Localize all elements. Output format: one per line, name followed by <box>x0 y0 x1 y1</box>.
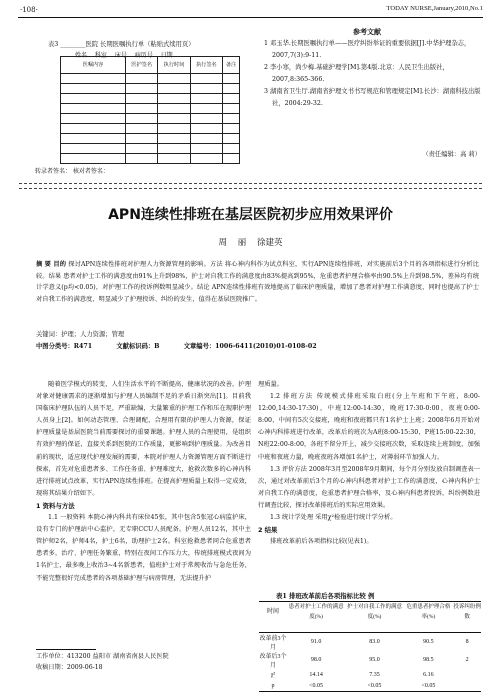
section-heading: 2 结果 <box>258 526 278 535</box>
footnote <box>36 651 169 673</box>
table1-row <box>259 651 481 669</box>
table1-cell: 98.0 <box>310 657 322 663</box>
body-paragraph: 随着医学模式的转变，人们生活水平的不断提高，健康状况的改善，护理对象对健康需求的逐渐增加与护理人员编制不足的矛盾日渐突出[1]。目前我国临床护理队伍的人员不足，严重缺编，大量繁重的护理工作和压在现职护理人员身上[2]。如何动态管理、合理调配，合理用有限的护理人力资源，保证护理质量是基层医院当前需要探讨的重要课题。护理人员的合理使用，是组织有效护理的保证，直接关系到医院的工作质量，更影响到护理质量。为改善目前的现状，适应现代护理发展的需要，本院对护理人力资源管理方面不断进行探索，首先对危重患者多、工作任务重、护理难度大，抢救次数多的心神内科进行排班试点改革，实行APN连续性排班。在提高护理质量上取得一定成效，现将其结果介绍如下。 <box>36 381 251 497</box>
keywords: 关键词：护理；人力资源；管理 <box>36 331 125 338</box>
table1-row <box>259 680 481 692</box>
responsible-editor: （责任编辑：高 莉） <box>422 151 481 158</box>
table3-row <box>61 114 240 124</box>
body-paragraph: 1.3 统计学处理 采用χ²检验进行统计学分析。 <box>270 514 397 522</box>
table1-row <box>259 633 481 652</box>
section-divider <box>19 183 482 189</box>
table1-cell: p <box>259 680 287 692</box>
references-title: 参考文献 <box>353 27 381 36</box>
table1-cell <box>453 680 481 692</box>
body-left-column <box>36 379 251 585</box>
table1-cell: 改革后3个月 <box>259 654 287 669</box>
table1 <box>259 601 481 692</box>
reference-item: 3 湖南省卫生厅.湖南省护理文书书写规范和管理规定[M].长沙：湖南科技出版社，2004:29-32. <box>264 88 481 107</box>
body-paragraph: 理质量。 <box>258 381 283 388</box>
body-paragraph: 1.1 一般资料 本院心神内科共有床位45张，其中包含5张冠心病监护床，设有专门的护理站中心监护，无专职CCU人员配备。护理人员12名，其中主管护师2名，护师4名，护士6名，助理护士2名。科室抢救患者同合危重患者患者多，治疗、护理任务繁重，特别在夜间工作压力大，传统排班模式夜间为1名护士，最多晚上收治3~4名新患者，值班护士对于常规收治与急危任务，不能完整很好完成患者的各项基础护理与病房管理，无法提升护 <box>36 514 251 582</box>
abstract-label: 摘 要 目的 <box>36 261 67 268</box>
received-date: 收稿日期：2009-06-18 <box>36 664 103 671</box>
body-paragraph: 1.3 评价方法 2008年3月至2008年9月期间，每个月分别发放自制调查表一次，通过对改革前后3个月的心神内科患者对护士工作的满意度，心神内科护士对自我工作的满意度，危重患者护理合格率，及心神内科患者投诉，纠纷例数进行调查比较，探讨改革排班后的实际应用效果。 <box>258 465 480 509</box>
author-affiliation: 工作单位：413200 益阳市 湖南省南县人民医院 <box>36 653 169 660</box>
table1-cell: <0.05 <box>345 680 403 692</box>
table3-row <box>61 74 240 84</box>
table1-header: 护士对自我工作的满意度(%) <box>345 602 403 623</box>
table3-col-doctor: 医护签名 <box>126 57 158 74</box>
clc-number: 中图分类号：R471 <box>36 343 93 350</box>
table1-header: 患者对护士工作的满意度(%) <box>287 602 345 623</box>
table3-row <box>61 104 240 114</box>
table3-footer: 转录者签名： 核对者签名： <box>35 168 109 175</box>
table3-row <box>61 124 240 134</box>
table3 <box>60 56 240 164</box>
table3-title: 表3 ________医院 长期医嘱执行单（粘贴式续用页） <box>48 41 195 48</box>
table1-cell: 95.0 <box>369 657 380 663</box>
table1-cell: 8 <box>465 639 469 645</box>
table1-cell: 7.35 <box>369 671 380 678</box>
body-right-column <box>258 379 480 548</box>
table1-cell: 83.0 <box>369 639 380 645</box>
body-paragraph: 1.2 排班方法 传统模式排班采取白班(分上午班和下午班，8:00-12:00,14:30-17:30)，中班12:00-14:30，晚班17:30-0:00，夜班0:00-8:00，中间有5次交接班，晚班和夜班都只有1名护士上班；2008年6月开始对心神内科排班进行改革，改革后的班次为A班8:00-15:30，P班15:00-22:30，N班22:00-8:00，各班不留分开上，减少交接班次数，采取连续上班制度，加强中班和夜班力量，晚班夜班各增加1名护士，对薄弱环节加强人力。 <box>258 393 480 461</box>
classification-line <box>36 341 339 350</box>
table3-row <box>61 134 240 144</box>
section-heading: 1 资料与方法 <box>36 501 75 510</box>
table1-header: 时间 <box>259 602 287 623</box>
table1-cell: 6.16 <box>423 671 434 678</box>
table1-header: 危重患者护理合格率(%) <box>404 602 453 623</box>
references-list <box>262 38 486 110</box>
table3-row <box>61 144 240 154</box>
abstract-text: 探讨APN连续性排班对护理人力资源管理的影响。方法 将心神内科作为试点科室，实行APN连续性排班，对实施前后3个月的各项指标进行分析比较。结果 患者对护士工作的满意度由91%上升到98%，护士对自我工作的满意度由83%提高到95%，危重患者护理合格率由90.5%上升到98.5%，差异均有统计学意义(p均<0.05)，对护理工作的投诉例数明显减少。结论 APN连续性排班有效地提高了临床护理质量，增加了患者对护理工作满意度，同时也提高了护士对自我工作的满意度，明显减少了护理投诉、纠纷的发生，值得在基层医院推广。 <box>36 261 479 303</box>
table1-header: 投诉纠纷例数 <box>453 602 481 623</box>
table1-cell: χ² <box>270 671 276 678</box>
article-number: 文章编号：1006-6411(2010)01-0108-02 <box>183 343 317 350</box>
table3-col-content: 医嘱内容 <box>61 57 126 74</box>
table1-cell: 90.5 <box>423 639 434 645</box>
table3-row <box>61 154 240 164</box>
abstract <box>36 259 479 305</box>
reference-item: 2 李小寒，尚少梅.基础护理学[M].第4版.北京：人民卫生出版社，2007,8:365-366. <box>264 64 449 83</box>
table1-cell: 2 <box>465 657 469 663</box>
table1-cell: 91.0 <box>310 639 322 645</box>
table3-col-time: 执行时间 <box>158 57 190 74</box>
body-paragraph: 排班改革前后各项指标比较(见表1)。 <box>270 538 373 546</box>
table1-cell <box>453 669 481 680</box>
table3-col-sign: 执行签名 <box>190 57 222 74</box>
table3-row <box>61 84 240 94</box>
table1-row <box>259 669 481 680</box>
journal-header: TODAY NURSE,January,2010,No.1 <box>386 5 483 12</box>
header-rule <box>18 17 483 18</box>
table3-row <box>61 94 240 104</box>
table1-title: 表1 排班改革前后各项指标比较 例 <box>276 592 375 600</box>
table3-subheader: 姓名 科室 床号 病历号 日期 <box>75 52 173 59</box>
table1-cell: <0.05 <box>404 680 453 692</box>
page-number: ·108· <box>20 6 38 14</box>
table1-cell: 14.14 <box>309 671 323 678</box>
table1-cell: <0.05 <box>287 680 345 692</box>
footnote-rule <box>36 649 96 650</box>
table1-cell: 98.5 <box>423 657 434 663</box>
article-title: APN连续性排班在基层医院初步应用效果评价 <box>108 207 393 223</box>
table3-col-note: 备注 <box>223 57 240 74</box>
reference-item: 1 邓玉华.长期医嘱执行单——医疗纠纷举证的重要依据[J].中华护理杂志，2007,7(3):9-11. <box>264 40 471 59</box>
table1-cell: 改革前3个月 <box>259 636 287 651</box>
doc-code: 文献标识码：B <box>116 343 160 350</box>
article-authors: 周 丽 徐建英 <box>218 238 283 248</box>
